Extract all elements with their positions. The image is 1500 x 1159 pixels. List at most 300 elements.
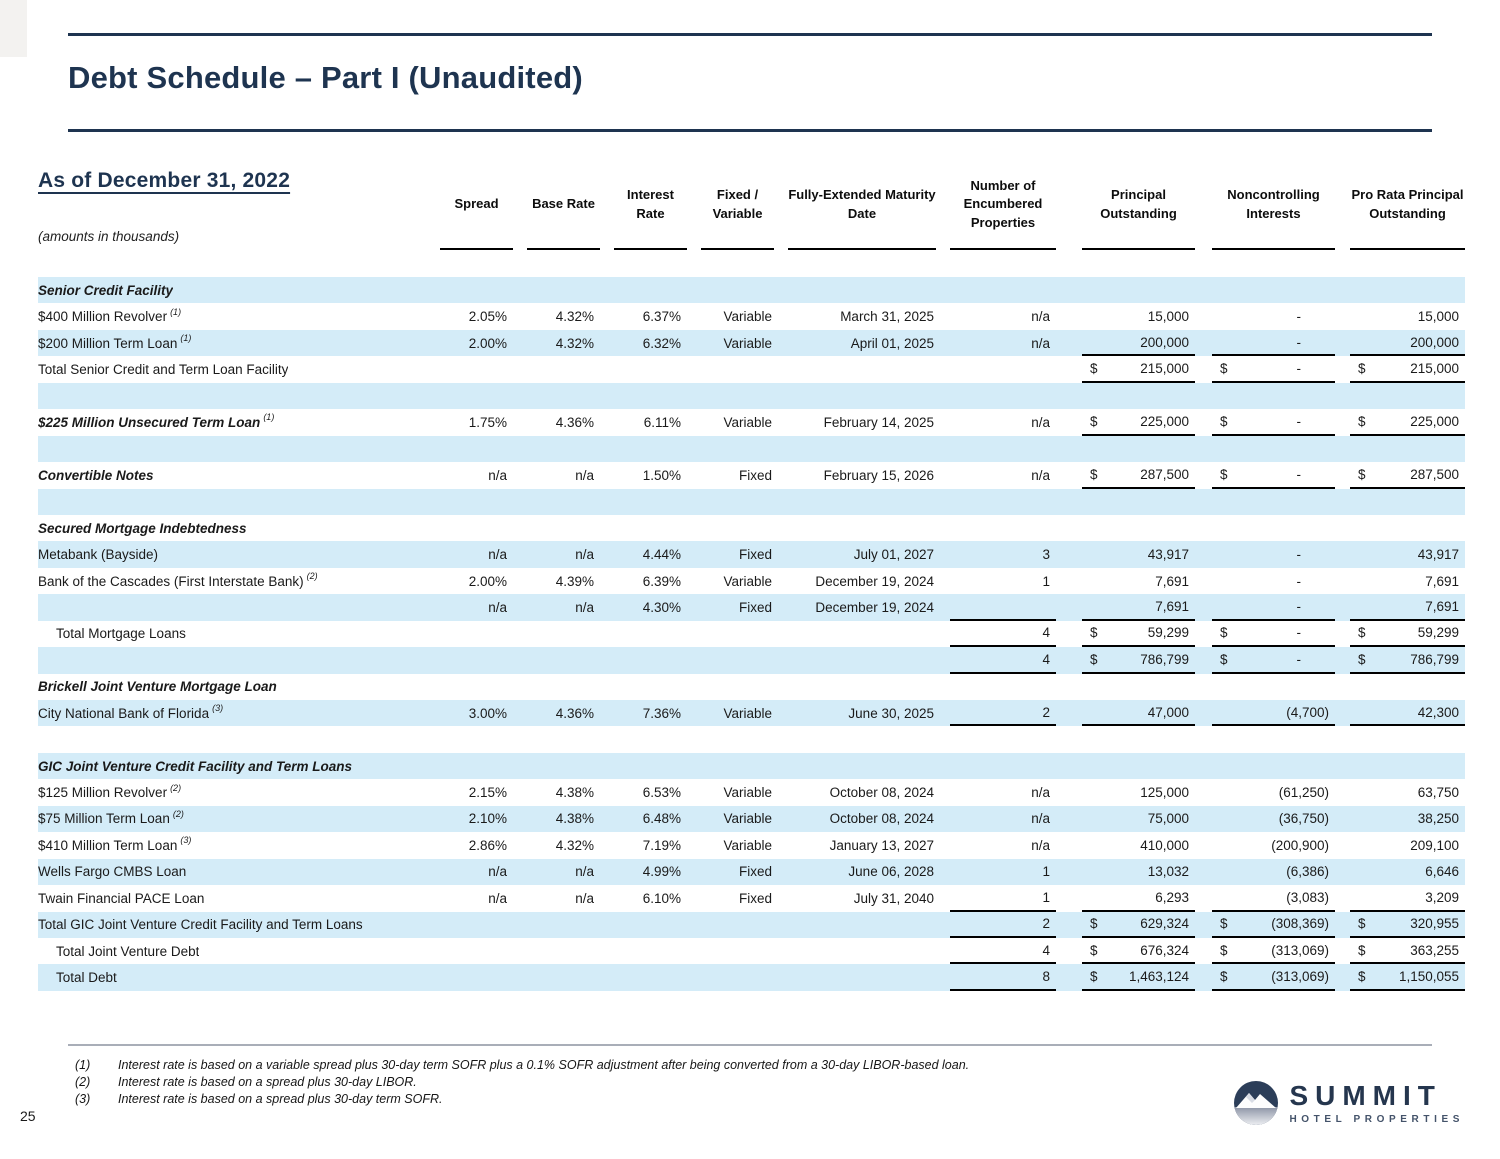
cell-base: n/a — [575, 467, 594, 483]
cell-prorata — [1350, 674, 1465, 700]
cell-fixedvar: Fixed — [738, 599, 772, 615]
section-row — [38, 753, 1465, 779]
cell-fixedvar — [701, 964, 774, 990]
cell-fixedvar — [701, 356, 774, 382]
footnote-2-marker: (2) — [75, 1075, 91, 1089]
col-header-base-rate: Base Rate — [527, 159, 600, 277]
cell-nci: $ - — [1212, 462, 1335, 488]
cell-properties: 2 — [950, 912, 1056, 938]
footnote-1-text: Interest rate is based on a variable spread plus 30-day term SOFR plus a 0.1% SOFR adjustment after being converted from a 30-day LIBOR-based loan. — [118, 1058, 970, 1072]
cell-prorata: 3,209 — [1350, 885, 1465, 911]
cell-fixedvar: Variable — [723, 837, 772, 853]
row-label-cell — [38, 674, 440, 700]
table-row — [38, 912, 1465, 938]
cell-prorata: 6,646 — [1425, 864, 1459, 880]
cell-interest — [614, 436, 687, 462]
cell-spread — [440, 436, 513, 462]
cell-spread: 2.86% — [468, 837, 507, 853]
cell-properties: 8 — [950, 964, 1056, 990]
cell-principal: 200,000 — [1082, 330, 1195, 356]
row-label-cell — [38, 726, 440, 752]
cell-interest: 7.36% — [642, 705, 681, 721]
cell-spread: 3.00% — [468, 705, 507, 721]
blank-row — [38, 489, 1465, 515]
cell-prorata: $ 320,955 — [1350, 912, 1465, 938]
cell-spread — [440, 753, 513, 779]
cell-spread: 2.00% — [468, 573, 507, 589]
cell-base — [527, 515, 600, 541]
cell-nci — [1212, 436, 1335, 462]
cell-interest: 6.37% — [642, 309, 681, 325]
cell-base: 4.38% — [555, 785, 594, 801]
cell-interest — [614, 621, 687, 647]
cell-prorata: 209,100 — [1410, 837, 1459, 853]
cell-spread: 2.00% — [468, 335, 507, 351]
cell-spread — [440, 621, 513, 647]
cell-spread: n/a — [488, 890, 507, 906]
cell-nci: (4,700) — [1212, 700, 1335, 726]
cell-properties: 4 — [950, 621, 1056, 647]
row-label: $410 Million Term Loan — [38, 837, 178, 853]
cell-maturity — [788, 647, 936, 673]
cell-base: n/a — [575, 864, 594, 880]
col-header-fixed-variable: Fixed / Variable — [701, 159, 774, 277]
cell-fixedvar — [701, 938, 774, 964]
cell-fixedvar: Variable — [723, 705, 772, 721]
table-row — [38, 409, 1465, 435]
currency-symbol: $ — [1358, 969, 1366, 985]
logo-subtitle: HOTEL PROPERTIES — [1289, 1113, 1464, 1125]
cell-principal: 7,691 — [1082, 594, 1195, 620]
footnote-marker: (1) — [263, 412, 275, 423]
logo-text — [1289, 1079, 1464, 1125]
cell-properties: 3 — [1042, 547, 1050, 563]
cell-fixedvar — [701, 436, 774, 462]
cell-principal: 7,691 — [1155, 573, 1189, 589]
cell-principal: $ 786,799 — [1082, 647, 1195, 673]
title-bottom-rule — [68, 129, 1432, 132]
table-row — [38, 647, 1465, 673]
cell-spread — [440, 647, 513, 673]
cell-fixedvar: Variable — [723, 335, 772, 351]
cell-prorata: 15,000 — [1417, 309, 1459, 325]
cell-base — [527, 489, 600, 515]
cell-interest: 6.53% — [642, 785, 681, 801]
footnote-3-marker: (3) — [75, 1092, 91, 1106]
currency-symbol: $ — [1090, 916, 1098, 932]
cell-properties: 4 — [950, 938, 1056, 964]
table-row — [38, 462, 1465, 488]
cell-prorata: $ 225,000 — [1350, 409, 1465, 435]
currency-symbol: $ — [1220, 942, 1228, 958]
cell-principal: $ 215,000 — [1082, 356, 1195, 382]
table-row — [38, 356, 1465, 382]
cell-maturity — [788, 436, 936, 462]
footnotes — [75, 1057, 969, 1108]
cell-base: n/a — [575, 890, 594, 906]
cell-nci — [1212, 726, 1335, 752]
col-header-principal-outstanding: Principal Outstanding — [1082, 159, 1195, 277]
cell-principal: 125,000 — [1140, 785, 1189, 801]
cell-nci — [1212, 753, 1335, 779]
table-row — [38, 964, 1465, 990]
currency-symbol: $ — [1220, 625, 1228, 641]
cell-interest: 6.48% — [642, 811, 681, 827]
cell-nci: (36,750) — [1278, 811, 1329, 827]
cell-spread — [440, 515, 513, 541]
cell-properties — [950, 436, 1056, 462]
currency-symbol: $ — [1090, 466, 1098, 482]
cell-principal: $ 629,324 — [1082, 912, 1195, 938]
table-row — [38, 885, 1465, 911]
cell-spread — [440, 938, 513, 964]
cell-properties: n/a — [1031, 837, 1050, 853]
row-label-cell — [38, 356, 440, 382]
row-label-cell — [38, 647, 440, 673]
currency-symbol: $ — [1220, 651, 1228, 667]
table-row — [38, 541, 1465, 567]
cell-properties — [950, 594, 1056, 620]
currency-symbol: $ — [1220, 466, 1228, 482]
logo-name: SUMMIT — [1289, 1079, 1442, 1111]
footnote-marker: (3) — [212, 703, 224, 714]
row-label: $75 Million Term Loan — [38, 811, 170, 827]
currency-symbol: $ — [1358, 361, 1366, 377]
col-header-maturity-date: Fully-Extended Maturity Date — [788, 159, 936, 277]
cell-nci: - — [1212, 330, 1335, 356]
cell-nci: (6,386) — [1286, 864, 1329, 880]
cell-base: 4.36% — [555, 705, 594, 721]
footnote-1-marker: (1) — [75, 1058, 91, 1072]
cell-properties: n/a — [1031, 414, 1050, 430]
cell-spread: 2.05% — [468, 309, 507, 325]
row-label-cell — [38, 700, 440, 726]
row-label: Total Mortgage Loans — [56, 626, 186, 642]
cell-properties — [950, 753, 1056, 779]
cell-fixedvar — [701, 726, 774, 752]
cell-fixedvar: Fixed — [738, 467, 772, 483]
cell-maturity: June 06, 2028 — [848, 864, 934, 880]
cell-fixedvar: Variable — [723, 811, 772, 827]
corner-mark — [0, 0, 27, 57]
currency-symbol: $ — [1220, 413, 1228, 429]
row-label-cell — [38, 964, 440, 990]
cell-fixedvar — [701, 515, 774, 541]
row-label-cell — [38, 383, 440, 409]
cell-prorata: 42,300 — [1350, 700, 1465, 726]
cell-fixedvar: Variable — [723, 414, 772, 430]
cell-interest — [614, 515, 687, 541]
cell-base: 4.38% — [555, 811, 594, 827]
cell-interest — [614, 938, 687, 964]
cell-principal: 75,000 — [1147, 811, 1189, 827]
row-label-cell — [38, 303, 440, 329]
cell-prorata — [1350, 436, 1465, 462]
table-row — [38, 303, 1465, 329]
cell-principal: 13,032 — [1147, 864, 1189, 880]
cell-nci — [1212, 489, 1335, 515]
row-label-cell — [38, 621, 440, 647]
cell-nci: $ - — [1212, 647, 1335, 673]
cell-nci — [1212, 674, 1335, 700]
cell-prorata: 63,750 — [1417, 785, 1459, 801]
row-label: Total Debt — [56, 970, 117, 986]
cell-interest: 6.32% — [642, 335, 681, 351]
cell-base — [527, 621, 600, 647]
col-header-encumbered-properties: Number of Encumbered Properties — [950, 159, 1056, 277]
cell-interest — [614, 674, 687, 700]
cell-nci: $ (313,069) — [1212, 964, 1335, 990]
row-label-cell — [38, 515, 440, 541]
cell-maturity — [788, 277, 936, 303]
currency-symbol: $ — [1220, 916, 1228, 932]
cell-fixedvar — [701, 277, 774, 303]
cell-maturity — [788, 964, 936, 990]
cell-base: 4.32% — [555, 309, 594, 325]
cell-fixedvar — [701, 753, 774, 779]
cell-principal: $ 225,000 — [1082, 409, 1195, 435]
cell-maturity — [788, 726, 936, 752]
cell-base — [527, 753, 600, 779]
table-row — [38, 568, 1465, 594]
cell-maturity: February 14, 2025 — [823, 414, 934, 430]
cell-prorata: 7,691 — [1350, 594, 1465, 620]
cell-base — [527, 938, 600, 964]
section-row — [38, 515, 1465, 541]
cell-base — [527, 436, 600, 462]
cell-prorata: $ 786,799 — [1350, 647, 1465, 673]
footnote-2-text: Interest rate is based on a spread plus 30-day LIBOR. — [118, 1075, 417, 1089]
cell-base: 4.36% — [555, 414, 594, 430]
currency-symbol: $ — [1090, 942, 1098, 958]
row-label: $400 Million Revolver — [38, 309, 168, 325]
cell-prorata: $ 363,255 — [1350, 938, 1465, 964]
currency-symbol: $ — [1220, 361, 1228, 377]
row-label: Total Joint Venture Debt — [56, 943, 200, 959]
cell-properties: n/a — [1031, 811, 1050, 827]
currency-symbol: $ — [1358, 413, 1366, 429]
cell-maturity: July 31, 2040 — [853, 890, 934, 906]
row-label: City National Bank of Florida — [38, 705, 210, 721]
cell-base: 4.32% — [555, 837, 594, 853]
cell-prorata: 38,250 — [1417, 811, 1459, 827]
cell-interest — [614, 753, 687, 779]
mountain-circle-icon — [1233, 1080, 1279, 1126]
row-label-cell — [38, 753, 440, 779]
cell-properties — [950, 674, 1056, 700]
cell-nci: $ (313,069) — [1212, 938, 1335, 964]
cell-spread — [440, 964, 513, 990]
debt-table — [38, 277, 1465, 991]
cell-principal — [1082, 436, 1195, 462]
cell-interest: 6.11% — [643, 414, 681, 430]
footnote-marker: (3) — [180, 835, 192, 846]
cell-principal — [1082, 515, 1195, 541]
cell-spread: n/a — [488, 467, 507, 483]
cell-maturity: February 15, 2026 — [823, 467, 934, 483]
cell-interest: 1.50% — [642, 467, 681, 483]
cell-nci: (3,083) — [1212, 885, 1335, 911]
cell-principal: 43,917 — [1147, 547, 1189, 563]
cell-prorata — [1350, 489, 1465, 515]
row-label: $200 Million Term Loan — [38, 335, 178, 351]
cell-maturity — [788, 489, 936, 515]
cell-fixedvar — [701, 647, 774, 673]
cell-maturity — [788, 938, 936, 964]
cell-spread — [440, 489, 513, 515]
cell-base — [527, 912, 600, 938]
cell-properties: 1 — [1042, 864, 1050, 880]
col-header-pro-rata-principal: Pro Rata Principal Outstanding — [1350, 159, 1465, 277]
footnote-3-text: Interest rate is based on a spread plus 30-day term SOFR. — [118, 1092, 443, 1106]
cell-spread: 2.15% — [468, 785, 507, 801]
blank-row — [38, 383, 1465, 409]
cell-maturity: December 19, 2024 — [815, 573, 934, 589]
cell-nci: - — [1296, 573, 1301, 589]
cell-nci: - — [1212, 594, 1335, 620]
currency-symbol: $ — [1358, 942, 1366, 958]
cell-maturity: March 31, 2025 — [840, 309, 934, 325]
cell-spread: 2.10% — [468, 811, 507, 827]
table-row — [38, 938, 1465, 964]
cell-nci: (61,250) — [1278, 785, 1329, 801]
cell-properties: 2 — [950, 700, 1056, 726]
footnote-marker: (1) — [170, 306, 182, 317]
currency-symbol: $ — [1358, 916, 1366, 932]
cell-nci: - — [1296, 547, 1301, 563]
cell-fixedvar — [701, 621, 774, 647]
cell-maturity: October 08, 2024 — [829, 811, 934, 827]
cell-maturity — [788, 912, 936, 938]
row-label-cell — [38, 938, 440, 964]
cell-principal — [1082, 753, 1195, 779]
cell-interest — [614, 489, 687, 515]
as-of-date: As of December 31, 2022 — [38, 169, 291, 192]
row-label-cell — [38, 330, 440, 356]
currency-symbol: $ — [1358, 651, 1366, 667]
cell-base — [527, 647, 600, 673]
cell-prorata — [1350, 383, 1465, 409]
cell-maturity: July 01, 2027 — [853, 547, 934, 563]
footnote-3 — [75, 1091, 969, 1108]
cell-interest — [614, 912, 687, 938]
row-label-cell — [38, 409, 440, 435]
row-label: Bank of the Cascades (First Interstate Bank) — [38, 573, 304, 589]
currency-symbol: $ — [1358, 625, 1366, 641]
section-row — [38, 674, 1465, 700]
cell-spread — [440, 277, 513, 303]
cell-prorata: 200,000 — [1350, 330, 1465, 356]
row-label: Secured Mortgage Indebtedness — [38, 520, 247, 536]
row-label-cell — [38, 832, 440, 858]
footnote-marker: (2) — [172, 808, 184, 819]
cell-fixedvar — [701, 674, 774, 700]
cell-properties — [950, 515, 1056, 541]
table-row — [38, 594, 1465, 620]
table-row — [38, 330, 1465, 356]
row-label: Senior Credit Facility — [38, 282, 174, 298]
cell-maturity: January 13, 2027 — [829, 837, 934, 853]
cell-maturity — [788, 621, 936, 647]
row-label: Total Senior Credit and Term Loan Facility — [38, 362, 289, 378]
table-row — [38, 832, 1465, 858]
row-label: GIC Joint Venture Credit Facility and Term Loans — [38, 758, 353, 774]
row-label: Metabank (Bayside) — [38, 547, 159, 563]
cell-maturity: April 01, 2025 — [850, 335, 934, 351]
cell-prorata — [1350, 515, 1465, 541]
cell-interest: 6.10% — [642, 890, 681, 906]
cell-fixedvar: Fixed — [738, 890, 772, 906]
cell-interest — [614, 647, 687, 673]
cell-principal: $ 287,500 — [1082, 462, 1195, 488]
cell-principal — [1082, 726, 1195, 752]
cell-maturity — [788, 356, 936, 382]
cell-properties: 1 — [950, 885, 1056, 911]
col-header-interest-rate: Interest Rate — [614, 159, 687, 277]
cell-properties: n/a — [1031, 785, 1050, 801]
cell-maturity — [788, 515, 936, 541]
cell-properties: n/a — [1031, 467, 1050, 483]
cell-base: n/a — [575, 547, 594, 563]
table-row — [38, 700, 1465, 726]
cell-nci — [1212, 383, 1335, 409]
cell-maturity: December 19, 2024 — [815, 599, 934, 615]
cell-interest: 4.99% — [642, 864, 681, 880]
table-header-left — [38, 159, 440, 277]
cell-base — [527, 964, 600, 990]
col-header-noncontrolling-interests: Noncontrolling Interests — [1212, 159, 1335, 277]
cell-prorata — [1350, 726, 1465, 752]
cell-prorata: 43,917 — [1417, 547, 1459, 563]
cell-properties — [950, 489, 1056, 515]
cell-base: n/a — [575, 599, 594, 615]
cell-spread: 1.75% — [468, 414, 507, 430]
cell-maturity: June 30, 2025 — [848, 705, 934, 721]
row-label: Brickell Joint Venture Mortgage Loan — [38, 679, 277, 695]
cell-principal — [1082, 489, 1195, 515]
cell-prorata: $ 287,500 — [1350, 462, 1465, 488]
cell-spread: n/a — [488, 547, 507, 563]
cell-interest — [614, 356, 687, 382]
cell-principal — [1082, 277, 1195, 303]
currency-symbol: $ — [1220, 969, 1228, 985]
table-row — [38, 621, 1465, 647]
cell-fixedvar: Fixed — [738, 547, 772, 563]
blank-row — [38, 436, 1465, 462]
cell-spread: n/a — [488, 599, 507, 615]
cell-nci: - — [1296, 309, 1301, 325]
cell-nci: $ - — [1212, 621, 1335, 647]
footnote-marker: (1) — [180, 333, 192, 344]
cell-interest: 7.19% — [642, 837, 681, 853]
cell-interest: 4.30% — [642, 599, 681, 615]
cell-base: 4.32% — [555, 335, 594, 351]
currency-symbol: $ — [1090, 969, 1098, 985]
cell-base — [527, 356, 600, 382]
cell-principal: 15,000 — [1147, 309, 1189, 325]
cell-nci: $ (308,369) — [1212, 912, 1335, 938]
cell-maturity — [788, 753, 936, 779]
row-label: Convertible Notes — [38, 467, 154, 483]
row-label-cell — [38, 541, 440, 567]
title-top-rule — [68, 33, 1432, 36]
cell-base — [527, 674, 600, 700]
cell-principal: 6,293 — [1082, 885, 1195, 911]
cell-properties — [950, 277, 1056, 303]
table-header-row — [38, 159, 1465, 277]
cell-interest — [614, 277, 687, 303]
cell-principal — [1082, 383, 1195, 409]
